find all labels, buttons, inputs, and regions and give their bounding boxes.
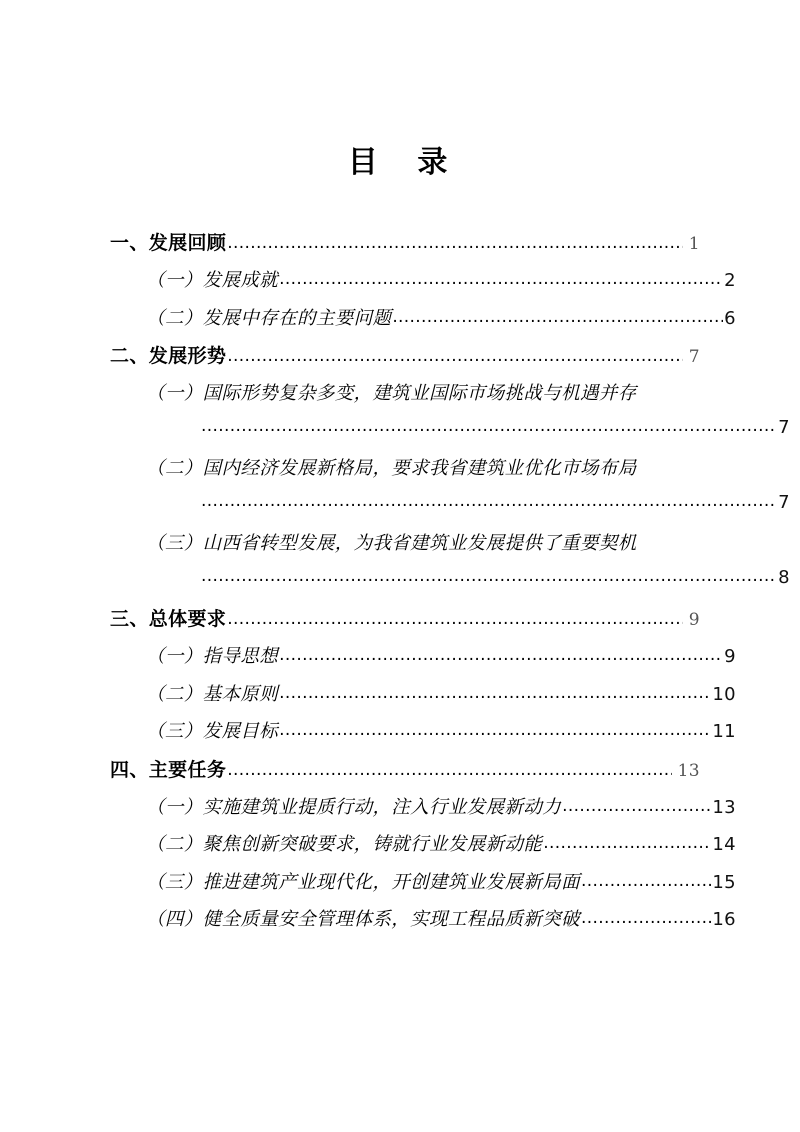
toc-entry-label: （二）国内经济发展新格局，要求我省建筑业优化市场布局	[146, 458, 637, 479]
table-of-contents	[110, 228, 790, 943]
toc-dot-leader	[392, 309, 723, 328]
toc-entry-line	[146, 830, 736, 868]
toc-page-number: 1	[688, 234, 700, 254]
toc-dot-leader	[279, 685, 711, 704]
toc-entry-continuation-line	[146, 417, 790, 455]
toc-page-number: 7	[778, 416, 790, 438]
toc-entry-label: （三）山西省转型发展，为我省建筑业发展提供了重要契机	[146, 533, 637, 554]
toc-dot-leader	[543, 835, 711, 854]
toc-entry-line	[146, 793, 736, 831]
toc-dot-leader	[227, 234, 683, 253]
toc-entry-label: 二、发展形势	[110, 345, 227, 367]
toc-entry-label: （二）基本原则	[146, 683, 279, 705]
toc-page-number: 8	[778, 566, 790, 588]
toc-entry-label: （三）发展目标	[146, 721, 279, 742]
toc-entry-line	[146, 454, 736, 492]
toc-entry-level-2[interactable]	[110, 830, 736, 868]
page-title: 目 录	[347, 145, 453, 180]
toc-entry-line	[146, 379, 736, 417]
toc-dot-leader	[201, 493, 777, 512]
toc-entry-level-1[interactable]	[110, 341, 700, 379]
toc-dot-leader	[279, 722, 711, 741]
toc-page-number: 7	[778, 491, 790, 513]
toc-dot-leader	[227, 610, 683, 629]
toc-page-number: 11	[712, 721, 736, 742]
toc-entry-line	[110, 341, 700, 379]
toc-entry-level-1[interactable]	[110, 755, 700, 793]
toc-page-number: 10	[712, 683, 736, 705]
toc-dot-leader	[279, 271, 723, 290]
toc-entry-label: （一）国际形势复杂多变，建筑业国际市场挑战与机遇并存	[146, 383, 637, 404]
toc-entry-level-2[interactable]	[110, 793, 736, 831]
toc-page-number: 7	[688, 347, 700, 367]
toc-entry-line	[146, 680, 736, 718]
toc-entry-level-2[interactable]	[110, 454, 790, 529]
toc-entry-continuation-line	[146, 567, 790, 605]
toc-dot-leader	[201, 568, 777, 587]
toc-page-number: 16	[712, 909, 736, 930]
toc-page-number: 9	[724, 646, 736, 667]
toc-entry-line	[110, 755, 700, 793]
toc-page-number: 13	[677, 760, 700, 781]
toc-entry-level-2[interactable]	[110, 266, 736, 304]
toc-entry-level-1[interactable]	[110, 604, 700, 642]
toc-entry-continuation-line	[146, 492, 790, 530]
toc-dot-leader	[581, 873, 711, 892]
toc-entry-label: （四）健全质量安全管理体系，实现工程品质新突破	[146, 909, 581, 930]
toc-entry-line	[146, 905, 736, 943]
toc-dot-leader	[227, 347, 683, 366]
toc-entry-level-2[interactable]	[110, 304, 736, 342]
toc-entry-label: （三）推进建筑产业现代化，开创建筑业发展新局面	[146, 871, 581, 893]
toc-page-number: 2	[724, 270, 736, 291]
toc-entry-level-2[interactable]	[110, 642, 736, 680]
toc-entry-line	[146, 304, 736, 342]
toc-entry-level-2[interactable]	[110, 717, 736, 755]
toc-entry-line	[146, 642, 736, 680]
toc-entry-label: （一）实施建筑业提质行动，注入行业发展新动力	[146, 796, 562, 818]
toc-entry-label: （一）发展成就	[146, 270, 279, 291]
toc-dot-leader	[279, 647, 723, 666]
toc-page-number: 6	[724, 307, 736, 329]
toc-entry-line	[146, 868, 736, 906]
toc-entry-level-1[interactable]	[110, 228, 700, 266]
toc-entry-label: 四、主要任务	[110, 758, 227, 781]
toc-entry-label: （二）发展中存在的主要问题	[146, 307, 392, 329]
toc-entry-label: （一）指导思想	[146, 646, 279, 667]
toc-entry-line	[146, 717, 736, 755]
toc-page-number: 9	[688, 610, 700, 630]
toc-entry-label: 一、发展回顾	[110, 232, 227, 254]
toc-entry-level-2[interactable]	[110, 868, 736, 906]
toc-page-number: 13	[712, 796, 736, 818]
toc-entry-line	[110, 228, 700, 266]
toc-entry-label: 三、总体要求	[110, 608, 227, 630]
toc-entry-label: （二）聚焦创新突破要求，铸就行业发展新动能	[146, 834, 543, 855]
toc-entry-level-2[interactable]	[110, 529, 790, 604]
toc-entry-level-2[interactable]	[110, 905, 736, 943]
toc-dot-leader	[562, 798, 711, 817]
toc-dot-leader	[581, 910, 711, 929]
toc-entry-line	[110, 604, 700, 642]
toc-dot-leader	[201, 418, 777, 437]
toc-entry-level-2[interactable]	[110, 379, 790, 454]
toc-entry-level-2[interactable]	[110, 680, 736, 718]
toc-entry-line	[146, 529, 736, 567]
toc-page-number: 15	[712, 871, 736, 893]
toc-dot-leader	[227, 761, 671, 780]
toc-page-number: 14	[712, 834, 736, 855]
toc-entry-line	[146, 266, 736, 304]
